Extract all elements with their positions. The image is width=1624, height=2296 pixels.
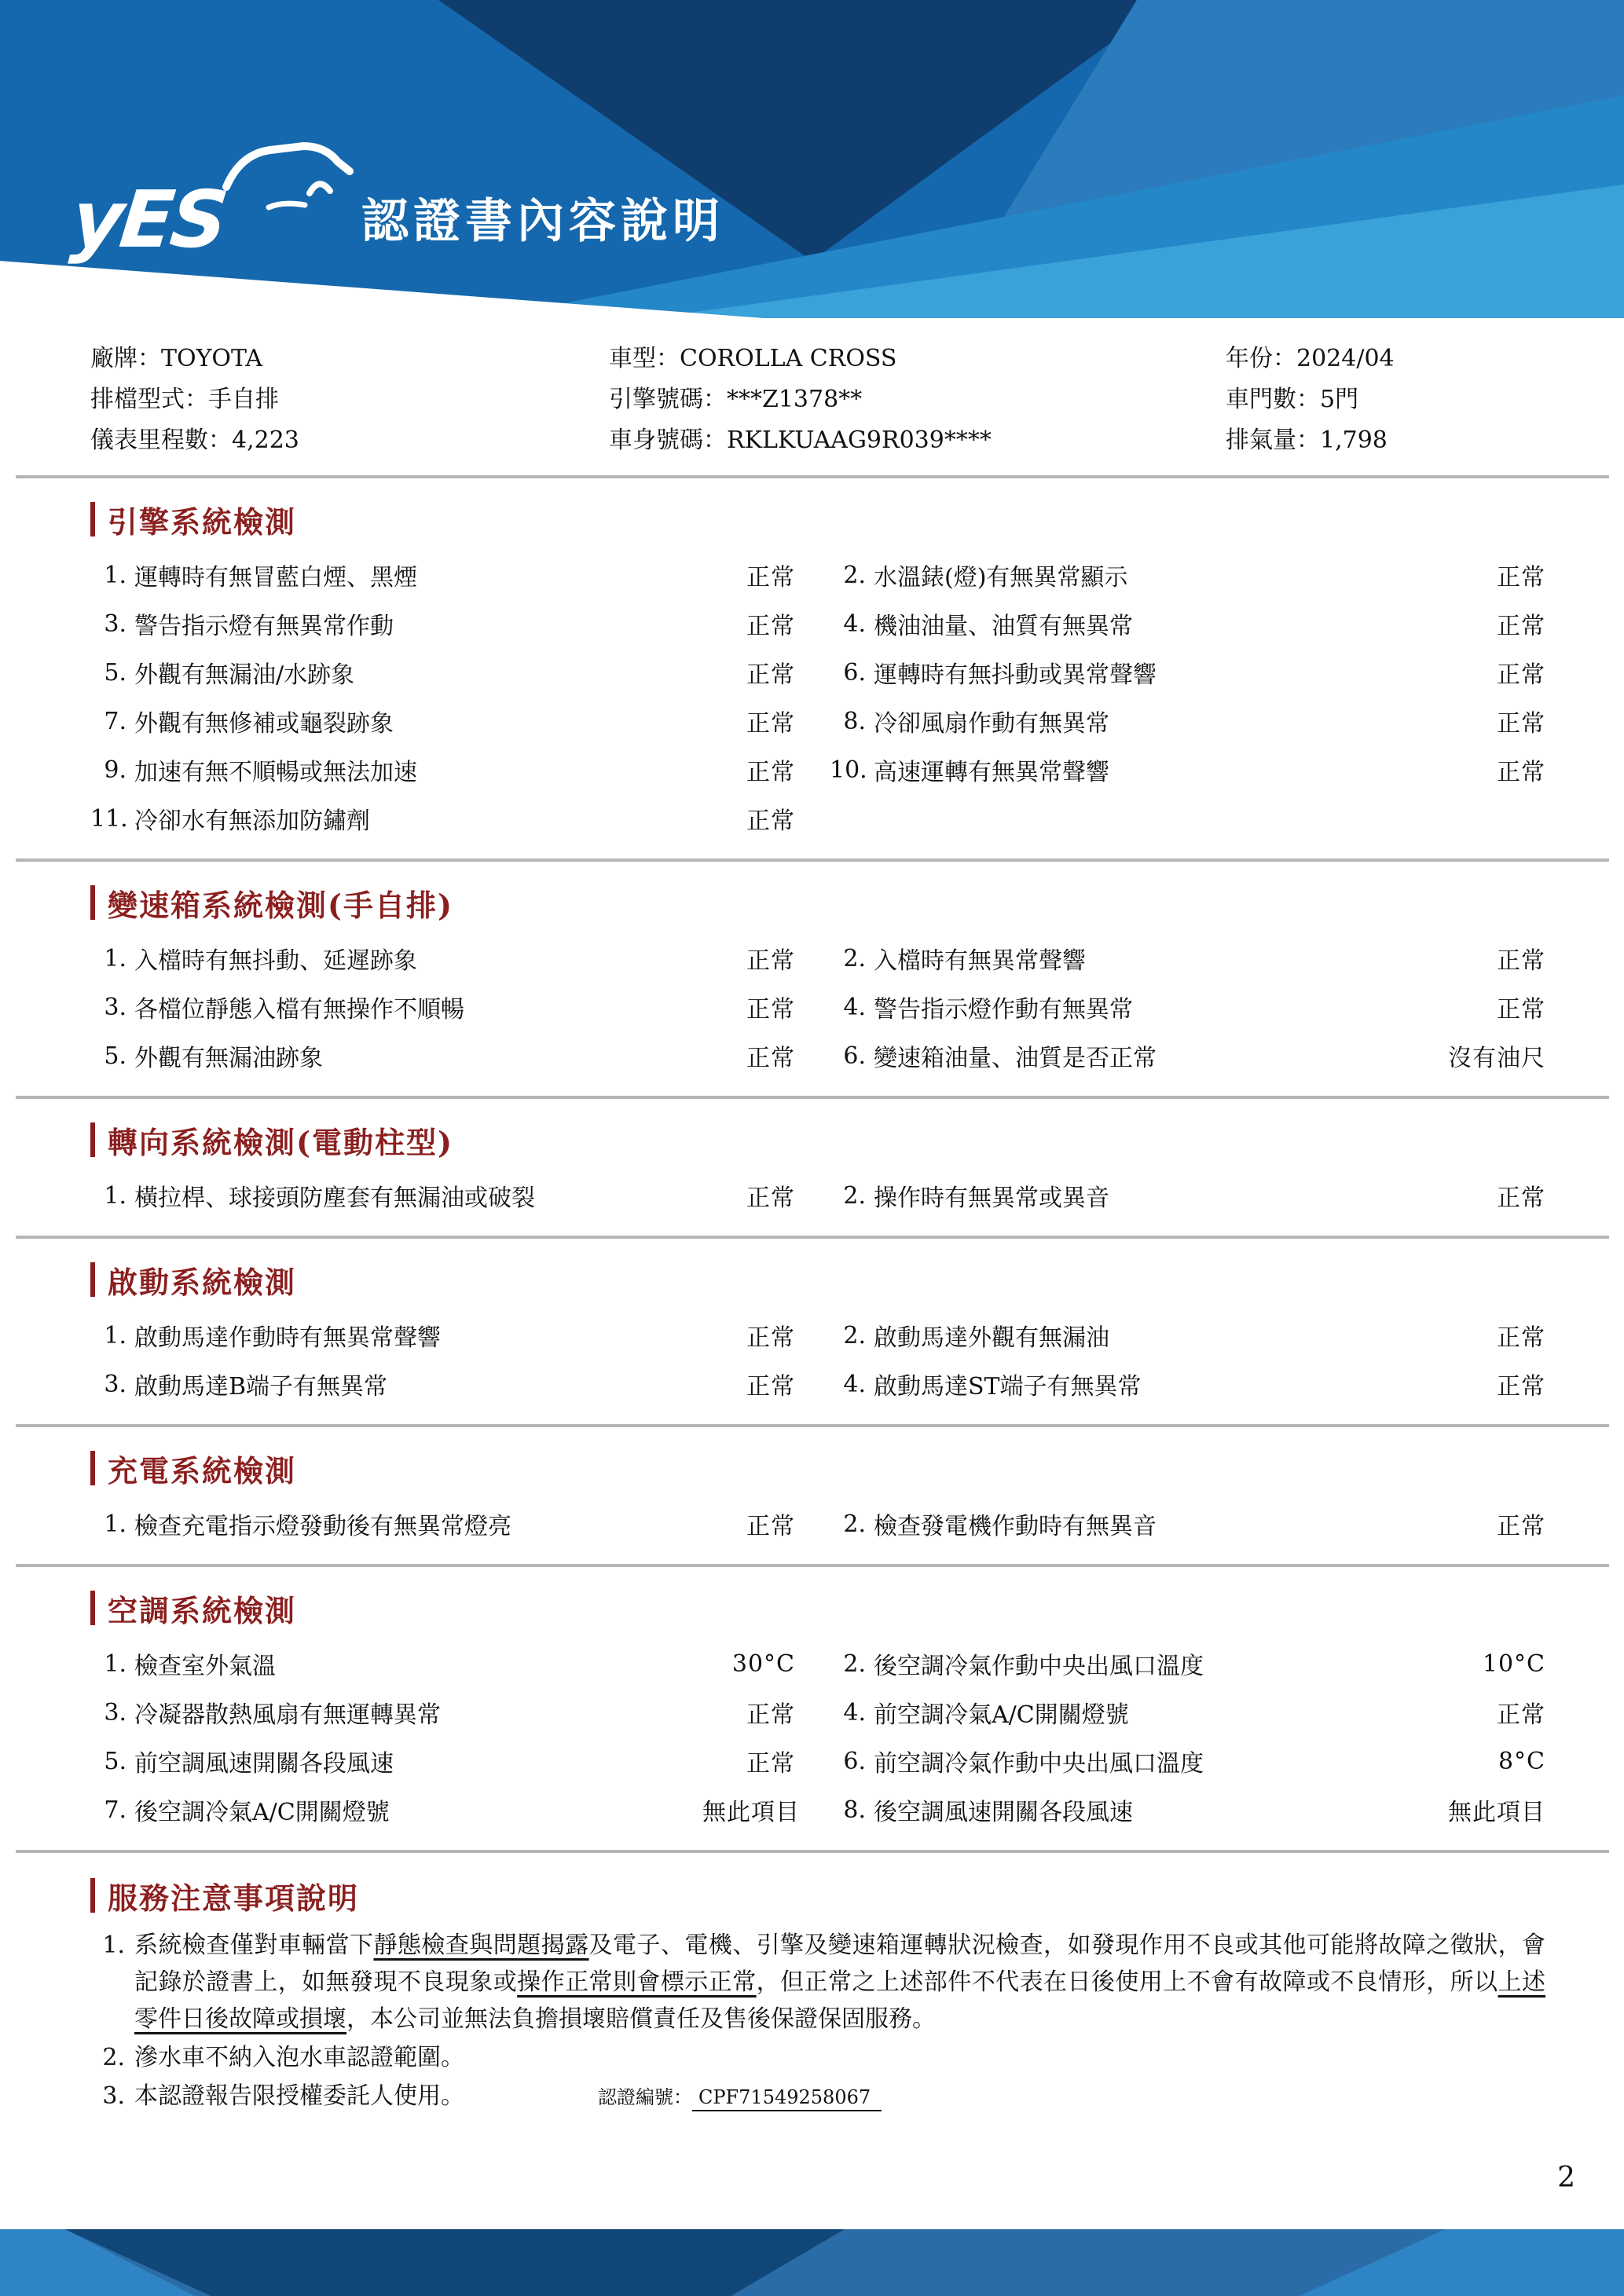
item-text: 外觀有無漏油跡象 (134, 1045, 323, 1072)
item-text: 橫拉桿、球接頭防塵套有無漏油或破裂 (134, 1185, 535, 1212)
item-result: 正常 (746, 1373, 795, 1401)
item-number: 1. (104, 1181, 126, 1210)
info-column (609, 339, 1226, 461)
item-result: 正常 (1497, 759, 1545, 786)
section-title-bar (90, 1451, 95, 1485)
item-text: 高速運轉有無異常聲響 (874, 759, 1109, 786)
section-header (90, 500, 1545, 538)
item-text: 後空調冷氣A/C開關燈號 (134, 1799, 390, 1826)
item-result: 無此項目 (1448, 1799, 1545, 1826)
section-title: 空調系統檢測 (108, 1592, 297, 1628)
item-row (90, 745, 1545, 794)
item-number: 2. (843, 1650, 866, 1678)
item-result: 正常 (746, 661, 795, 689)
note-text (134, 2078, 1545, 2116)
info-item: 引擎號碼：***Z1378** (609, 386, 863, 413)
item-result: 正常 (1497, 996, 1545, 1023)
item-text: 各檔位靜態入檔有無操作不順暢 (134, 996, 464, 1023)
section-header (90, 1449, 1545, 1487)
item-result: 正常 (746, 996, 795, 1023)
item-number: 4. (843, 993, 866, 1021)
section-rows (90, 1311, 1545, 1408)
section-rows (90, 934, 1545, 1080)
info-item: 儀表里程數：4,223 (90, 427, 299, 454)
item-text: 啟動馬達作動時有無異常聲響 (134, 1324, 441, 1352)
item-result: 正常 (746, 1185, 795, 1212)
info-column (90, 339, 609, 461)
item-result: 正常 (746, 1045, 795, 1072)
item-number: 9. (104, 756, 126, 784)
info-item: 年份：2024/04 (1226, 345, 1395, 372)
item-result: 正常 (746, 1750, 795, 1778)
note-segment: 上述零件日後故障或損壞 (134, 1968, 1546, 2033)
item-number: 1. (104, 1510, 126, 1538)
section-header (90, 1121, 1545, 1159)
item-text: 入檔時有無異常聲響 (874, 947, 1086, 975)
cert-number (598, 2086, 882, 2108)
note-number: 1. (102, 1932, 125, 1959)
item-result: 正常 (1497, 947, 1545, 975)
item-number: 5. (104, 1042, 126, 1070)
item-row (90, 599, 1545, 648)
item-row (90, 794, 1545, 843)
item-number: 8. (843, 707, 866, 735)
item-text: 檢查充電指示燈發動後有無異常燈亮 (134, 1513, 511, 1540)
item-text: 變速箱油量、油質是否正常 (874, 1045, 1157, 1072)
item-number: 3. (104, 993, 126, 1021)
section-title-bar (90, 885, 95, 920)
sections-container (0, 478, 1624, 1853)
item-result: 正常 (1497, 1185, 1545, 1212)
section-title: 轉向系統檢測(電動柱型) (108, 1124, 453, 1160)
item-text: 冷凝器散熱風扇有無運轉異常 (134, 1701, 441, 1729)
item-number: 1. (104, 1650, 126, 1678)
inspection-section (0, 1099, 1624, 1236)
item-row (90, 1639, 1545, 1688)
item-number: 3. (104, 1698, 126, 1727)
section-title-bar (90, 502, 95, 536)
item-text: 後空調風速開關各段風速 (874, 1799, 1133, 1826)
item-result: 沒有油尺 (1448, 1045, 1545, 1072)
item-row (90, 1031, 1545, 1080)
cert-label: 認證編號： (598, 2086, 692, 2108)
item-result: 正常 (1497, 564, 1545, 591)
item-number: 6. (843, 1042, 866, 1070)
item-text: 啟動馬達B端子有無異常 (134, 1373, 388, 1401)
info-item: 廠牌：TOYOTA (90, 345, 263, 372)
info-column (1226, 339, 1545, 461)
item-result: 正常 (746, 807, 795, 835)
item-number: 3. (104, 610, 126, 638)
item-number: 2. (843, 1321, 866, 1349)
item-result: 正常 (746, 947, 795, 975)
item-number: 3. (104, 1370, 126, 1398)
item-number: 2. (843, 944, 866, 972)
car-silhouette-icon (222, 138, 354, 220)
item-text: 警告指示燈有無異常作動 (134, 613, 394, 640)
item-text: 冷卻風扇作動有無異常 (874, 710, 1109, 738)
item-text: 前空調冷氣A/C開關燈號 (874, 1701, 1129, 1729)
item-row (90, 551, 1545, 599)
notes-title: 服務注意事項說明 (108, 1880, 360, 1916)
footer-banner (0, 2229, 1624, 2296)
note-segment: 系統檢查僅對車輛當下 (134, 1932, 374, 1959)
item-text: 入檔時有無抖動、延遲跡象 (134, 947, 417, 975)
info-item: 車門數：5門 (1226, 386, 1359, 413)
inspection-section (0, 478, 1624, 859)
item-text: 啟動馬達外觀有無漏油 (874, 1324, 1109, 1352)
section-rows (90, 1171, 1545, 1220)
item-row (90, 1360, 1545, 1408)
page-title: 認證書內容說明 (361, 194, 724, 249)
note-number: 3. (102, 2082, 125, 2110)
inspection-section (0, 862, 1624, 1096)
section-title: 引擎系統檢測 (108, 504, 297, 540)
info-item: 排氣量：1,798 (1226, 427, 1388, 454)
note-segment: 本認證報告限授權委託人使用。 (134, 2082, 464, 2110)
item-number: 1. (104, 561, 126, 589)
item-number: 6. (843, 658, 866, 687)
info-item: 排檔型式：手自排 (90, 386, 279, 413)
item-result: 正常 (1497, 1324, 1545, 1352)
item-text: 後空調冷氣作動中央出風口溫度 (874, 1653, 1204, 1680)
item-number: 4. (843, 610, 866, 638)
item-result: 正常 (746, 759, 795, 786)
item-text: 警告指示燈作動有無異常 (874, 996, 1133, 1023)
item-result: 正常 (746, 1513, 795, 1540)
item-row (90, 1688, 1545, 1737)
section-title-bar (90, 1878, 95, 1913)
item-number: 4. (843, 1370, 866, 1398)
item-row (90, 983, 1545, 1031)
item-result: 正常 (1497, 710, 1545, 738)
item-text: 水溫錶(燈)有無異常顯示 (874, 564, 1128, 591)
item-number: 11. (90, 804, 128, 833)
item-text: 檢查室外氣溫 (134, 1653, 276, 1680)
note-segment: ，本公司並無法負擔損壞賠償責任及售後保證保固服務。 (346, 2005, 936, 2033)
section-title: 變速箱系統檢測(手自排) (108, 887, 453, 923)
section-title-bar (90, 1591, 95, 1625)
section-rows (90, 551, 1545, 843)
item-text: 操作時有無異常或異音 (874, 1185, 1109, 1212)
item-row (90, 1737, 1545, 1785)
item-row (90, 1785, 1545, 1834)
item-result: 正常 (746, 710, 795, 738)
item-result: 30°C (731, 1650, 795, 1678)
item-number: 10. (830, 756, 867, 784)
note-item (90, 2039, 1545, 2076)
page-number: 2 (1557, 2162, 1575, 2194)
item-number: 8. (843, 1796, 866, 1824)
item-result: 正常 (1497, 613, 1545, 640)
item-result: 正常 (1497, 1513, 1545, 1540)
item-number: 7. (104, 1796, 126, 1824)
item-number: 1. (104, 944, 126, 972)
item-number: 2. (843, 1181, 866, 1210)
info-item: 車身號碼：RKLKUAAG9R039**** (609, 427, 992, 454)
item-text: 加速有無不順暢或無法加速 (134, 759, 417, 786)
section-title-bar (90, 1262, 95, 1297)
item-number: 2. (843, 1510, 866, 1538)
item-result: 正常 (1497, 1701, 1545, 1729)
yes-logo (67, 148, 339, 265)
note-number: 2. (102, 2044, 125, 2071)
inspection-section (0, 1239, 1624, 1424)
section-header (90, 1589, 1545, 1627)
item-number: 5. (104, 658, 126, 687)
item-number: 7. (104, 707, 126, 735)
item-result: 正常 (746, 613, 795, 640)
item-text: 運轉時有無抖動或異常聲響 (874, 661, 1157, 689)
cert-value: CPF71549258067 (692, 2086, 882, 2111)
section-header (90, 884, 1545, 921)
note-segment: ，但正常之上述部件不代表在日後使用上不會有故障或不良情形，所以 (756, 1968, 1498, 1996)
item-result: 無此項目 (702, 1799, 800, 1826)
section-header (90, 1261, 1545, 1298)
item-number: 5. (104, 1747, 126, 1775)
item-row (90, 1500, 1545, 1548)
inspection-section (0, 1427, 1624, 1564)
item-row (90, 697, 1545, 745)
vehicle-info (0, 318, 1624, 475)
header-banner (0, 0, 1624, 318)
item-text: 啟動馬達ST端子有無異常 (874, 1373, 1142, 1401)
item-result: 正常 (746, 564, 795, 591)
section-title: 啟動系統檢測 (108, 1264, 297, 1300)
note-segment: 操作正常則會標示正常 (517, 1968, 757, 1996)
notes-section (0, 1853, 1624, 2116)
note-segment: 及電子、電機、引擎及變速箱運轉狀況檢查，如發現作用不良或其他可能將故障之徵狀，會記錄於證書上，如無發現不良現象或 (134, 1932, 1546, 1996)
item-text: 前空調風速開關各段風速 (134, 1750, 394, 1778)
item-text: 冷卻水有無添加防鏽劑 (134, 807, 370, 835)
item-number: 6. (843, 1747, 866, 1775)
notes-header (90, 1877, 1545, 1914)
note-text (134, 2039, 1545, 2076)
item-text: 前空調冷氣作動中央出風口溫度 (874, 1750, 1204, 1778)
item-row (90, 1311, 1545, 1360)
item-result: 10°C (1482, 1650, 1545, 1678)
note-segment: 滲水車不納入泡水車認證範圍。 (134, 2044, 464, 2071)
item-number: 1. (104, 1321, 126, 1349)
note-segment: 靜態檢查與問題揭露 (373, 1932, 589, 1959)
item-result: 正常 (1497, 661, 1545, 689)
notes-list (90, 1927, 1545, 2116)
note-item (90, 1927, 1545, 2038)
item-result: 8°C (1498, 1747, 1545, 1775)
item-text: 檢查發電機作動時有無異音 (874, 1513, 1157, 1540)
note-text (134, 1927, 1545, 2038)
item-number: 4. (843, 1698, 866, 1727)
item-text: 機油油量、油質有無異常 (874, 613, 1133, 640)
section-title-bar (90, 1122, 95, 1157)
item-number: 2. (843, 561, 866, 589)
item-text: 運轉時有無冒藍白煙、黑煙 (134, 564, 417, 591)
section-title: 充電系統檢測 (108, 1452, 297, 1489)
item-row (90, 1171, 1545, 1220)
info-item: 車型：COROLLA CROSS (609, 345, 897, 372)
item-text: 外觀有無修補或龜裂跡象 (134, 710, 394, 738)
section-rows (90, 1639, 1545, 1834)
item-result: 正常 (746, 1701, 795, 1729)
section-rows (90, 1500, 1545, 1548)
item-text: 外觀有無漏油/水跡象 (134, 661, 355, 689)
yes-logo-text: yES (67, 174, 229, 265)
item-result: 正常 (1497, 1373, 1545, 1401)
item-row (90, 934, 1545, 983)
brand-block (67, 148, 724, 265)
item-result: 正常 (746, 1324, 795, 1352)
note-item (90, 2078, 1545, 2116)
inspection-section (0, 1567, 1624, 1850)
item-row (90, 648, 1545, 697)
